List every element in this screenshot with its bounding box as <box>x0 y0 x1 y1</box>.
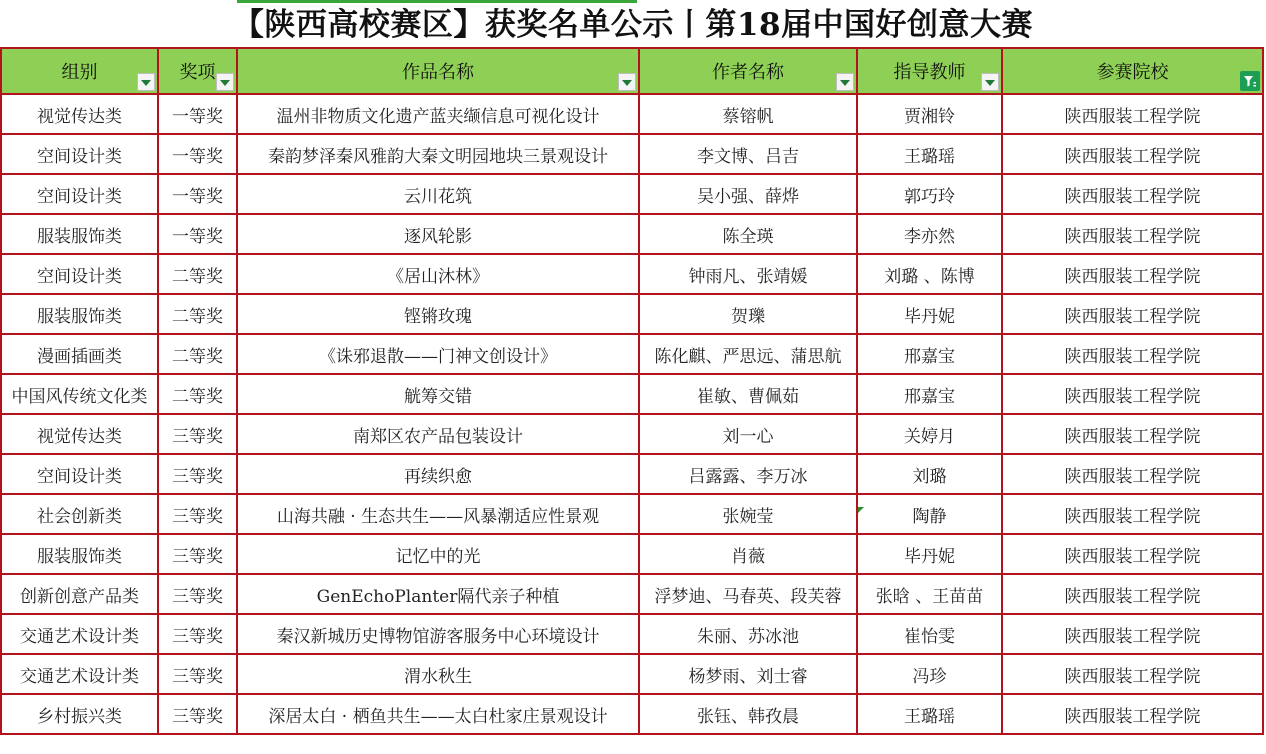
cell-advisor[interactable]: 陶静 <box>857 494 1002 534</box>
cell-school[interactable]: 陕西服装工程学院 <box>1002 414 1263 454</box>
cell-work-title[interactable]: 秦韵梦泽秦风雅韵大秦文明园地块三景观设计 <box>237 134 639 174</box>
cell-author[interactable]: 陈化麒、严思远、蒲思航 <box>639 334 857 374</box>
table-row <box>1 654 1263 694</box>
filter-active-icon[interactable] <box>1240 71 1260 91</box>
cell-author[interactable]: 崔敏、曹佩茹 <box>639 374 857 414</box>
cell-group[interactable]: 交通艺术设计类 <box>1 654 158 694</box>
cell-work-title[interactable]: 再续织愈 <box>237 454 639 494</box>
cell-author[interactable]: 张钰、韩孜晨 <box>639 694 857 734</box>
cell-award[interactable]: 二等奖 <box>158 374 237 414</box>
table-row <box>1 414 1263 454</box>
column-header-label: 奖项 <box>179 62 216 83</box>
page-title: 【陕西高校赛区】获奖名单公示丨第18届中国好创意大赛 <box>232 7 1034 43</box>
cell-author[interactable]: 肖薇 <box>639 534 857 574</box>
column-header-advisor <box>857 48 1002 94</box>
cell-advisor[interactable]: 贾湘铃 <box>857 94 1002 134</box>
cell-advisor[interactable]: 毕丹妮 <box>857 534 1002 574</box>
cell-advisor[interactable]: 张晗 、王苗苗 <box>857 574 1002 614</box>
dropdown-icon[interactable] <box>836 73 854 91</box>
table-row <box>1 254 1263 294</box>
column-header-label: 指导教师 <box>893 62 966 83</box>
table-row <box>1 214 1263 254</box>
cell-work-title[interactable]: 深居太白 · 栖鱼共生——太白杜家庄景观设计 <box>237 694 639 734</box>
cell-group[interactable]: 社会创新类 <box>1 494 158 534</box>
cell-work-title[interactable]: GenEchoPlanter隔代亲子种植 <box>237 574 639 614</box>
cell-group[interactable]: 服装服饰类 <box>1 294 158 334</box>
dropdown-icon[interactable] <box>981 73 999 91</box>
cell-school[interactable]: 陕西服装工程学院 <box>1002 494 1263 534</box>
cell-comment-marker <box>858 507 864 513</box>
cell-author[interactable]: 吴小强、薛烨 <box>639 174 857 214</box>
cell-award[interactable]: 二等奖 <box>158 294 237 334</box>
dropdown-icon[interactable] <box>137 73 155 91</box>
cell-advisor[interactable]: 郭巧玲 <box>857 174 1002 214</box>
cell-advisor[interactable]: 王璐瑶 <box>857 134 1002 174</box>
cell-award[interactable]: 一等奖 <box>158 174 237 214</box>
cell-award[interactable]: 三等奖 <box>158 574 237 614</box>
cell-school[interactable]: 陕西服装工程学院 <box>1002 254 1263 294</box>
table-row <box>1 134 1263 174</box>
cell-award[interactable]: 一等奖 <box>158 134 237 174</box>
cell-award[interactable]: 一等奖 <box>158 94 237 134</box>
column-header-label: 作者名称 <box>712 62 784 83</box>
cell-work-title[interactable]: 温州非物质文化遗产蓝夹缬信息可视化设计 <box>237 94 639 134</box>
table-row <box>1 614 1263 654</box>
cell-school[interactable]: 陕西服装工程学院 <box>1002 574 1263 614</box>
cell-award[interactable]: 二等奖 <box>158 254 237 294</box>
column-header-work <box>237 48 639 94</box>
cell-award[interactable]: 三等奖 <box>158 534 237 574</box>
cell-group[interactable]: 服装服饰类 <box>1 534 158 574</box>
award-table <box>0 47 1264 735</box>
table-row <box>1 334 1263 374</box>
table-row <box>1 694 1263 734</box>
cell-group[interactable]: 视觉传达类 <box>1 414 158 454</box>
cell-group[interactable]: 交通艺术设计类 <box>1 614 158 654</box>
cell-school[interactable]: 陕西服装工程学院 <box>1002 294 1263 334</box>
column-header-label: 作品名称 <box>402 62 474 83</box>
cell-school[interactable]: 陕西服装工程学院 <box>1002 534 1263 574</box>
cell-school[interactable]: 陕西服装工程学院 <box>1002 334 1263 374</box>
cell-award[interactable]: 二等奖 <box>158 334 237 374</box>
table-row <box>1 294 1263 334</box>
cell-group[interactable]: 漫画插画类 <box>1 334 158 374</box>
cell-work-title[interactable]: 云川花筑 <box>237 174 639 214</box>
cell-award[interactable]: 一等奖 <box>158 214 237 254</box>
cell-advisor[interactable]: 李亦然 <box>857 214 1002 254</box>
cell-school[interactable]: 陕西服装工程学院 <box>1002 694 1263 734</box>
cell-work-title[interactable]: 《诛邪退散——门神文创设计》 <box>237 334 639 374</box>
table-row <box>1 454 1263 494</box>
column-header-label: 组别 <box>61 62 98 83</box>
cell-advisor[interactable]: 关婷月 <box>857 414 1002 454</box>
cell-work-title[interactable]: 逐风轮影 <box>237 214 639 254</box>
cell-author[interactable]: 吕露露、李万冰 <box>639 454 857 494</box>
cell-work-title[interactable]: 南郑区农产品包装设计 <box>237 414 639 454</box>
column-header-label: 参赛院校 <box>1096 62 1169 83</box>
cell-work-title[interactable]: 山海共融 · 生态共生——风暴潮适应性景观 <box>237 494 639 534</box>
cell-school[interactable]: 陕西服装工程学院 <box>1002 614 1263 654</box>
cell-work-title[interactable]: 《居山沐林》 <box>237 254 639 294</box>
cell-author[interactable]: 浮梦迪、马春英、段芙蓉 <box>639 574 857 614</box>
cell-school[interactable]: 陕西服装工程学院 <box>1002 374 1263 414</box>
cell-award[interactable]: 三等奖 <box>158 494 237 534</box>
column-header-group <box>1 48 158 94</box>
cell-advisor[interactable]: 刘璐 、陈博 <box>857 254 1002 294</box>
column-header-award <box>158 48 237 94</box>
cell-group[interactable]: 乡村振兴类 <box>1 694 158 734</box>
cell-advisor[interactable]: 崔怡雯 <box>857 614 1002 654</box>
cell-author[interactable]: 蔡镕帆 <box>639 94 857 134</box>
cell-advisor[interactable]: 冯珍 <box>857 654 1002 694</box>
cell-advisor[interactable]: 刘璐 <box>857 454 1002 494</box>
cell-school[interactable]: 陕西服装工程学院 <box>1002 214 1263 254</box>
cell-group[interactable]: 空间设计类 <box>1 454 158 494</box>
cell-author[interactable]: 刘一心 <box>639 414 857 454</box>
cell-author[interactable]: 贺瓅 <box>639 294 857 334</box>
dropdown-icon[interactable] <box>216 73 234 91</box>
cell-work-title[interactable]: 秦汉新城历史博物馆游客服务中心环境设计 <box>237 614 639 654</box>
cell-group[interactable]: 空间设计类 <box>1 174 158 214</box>
cell-group[interactable]: 空间设计类 <box>1 254 158 294</box>
cell-group[interactable]: 中国风传统文化类 <box>1 374 158 414</box>
cell-award[interactable]: 三等奖 <box>158 614 237 654</box>
cell-school[interactable]: 陕西服装工程学院 <box>1002 654 1263 694</box>
dropdown-icon[interactable] <box>618 73 636 91</box>
cell-author[interactable]: 张婉莹 <box>639 494 857 534</box>
table-row <box>1 374 1263 414</box>
cell-author[interactable]: 朱丽、苏冰池 <box>639 614 857 654</box>
cell-advisor[interactable]: 邢嘉宝 <box>857 334 1002 374</box>
column-header-school <box>1002 48 1263 94</box>
table-row <box>1 534 1263 574</box>
cell-advisor[interactable]: 邢嘉宝 <box>857 374 1002 414</box>
cell-award[interactable]: 三等奖 <box>158 694 237 734</box>
cell-group[interactable]: 创新创意产品类 <box>1 574 158 614</box>
cell-school[interactable]: 陕西服装工程学院 <box>1002 134 1263 174</box>
cell-school[interactable]: 陕西服装工程学院 <box>1002 174 1263 214</box>
cell-advisor[interactable]: 王璐瑶 <box>857 694 1002 734</box>
cell-advisor[interactable]: 毕丹妮 <box>857 294 1002 334</box>
cell-school[interactable]: 陕西服装工程学院 <box>1002 454 1263 494</box>
cell-work-title[interactable]: 渭水秋生 <box>237 654 639 694</box>
cell-school[interactable]: 陕西服装工程学院 <box>1002 94 1263 134</box>
column-header-author <box>639 48 857 94</box>
cell-author[interactable]: 杨梦雨、刘士睿 <box>639 654 857 694</box>
cell-work-title[interactable]: 铿锵玫瑰 <box>237 294 639 334</box>
cell-award[interactable]: 三等奖 <box>158 454 237 494</box>
table-row <box>1 94 1263 134</box>
cell-work-title[interactable]: 记忆中的光 <box>237 534 639 574</box>
header-row <box>1 48 1263 94</box>
table-row <box>1 174 1263 214</box>
cell-author[interactable]: 陈全瑛 <box>639 214 857 254</box>
cell-group[interactable]: 服装服饰类 <box>1 214 158 254</box>
table-row <box>1 494 1263 534</box>
cell-group[interactable]: 空间设计类 <box>1 134 158 174</box>
cell-author[interactable]: 李文博、吕吉 <box>639 134 857 174</box>
cell-award[interactable]: 三等奖 <box>158 654 237 694</box>
cell-work-title[interactable]: 觥筹交错 <box>237 374 639 414</box>
cell-award[interactable]: 三等奖 <box>158 414 237 454</box>
cell-author[interactable]: 钟雨凡、张靖媛 <box>639 254 857 294</box>
cell-group[interactable]: 视觉传达类 <box>1 94 158 134</box>
table-row <box>1 574 1263 614</box>
